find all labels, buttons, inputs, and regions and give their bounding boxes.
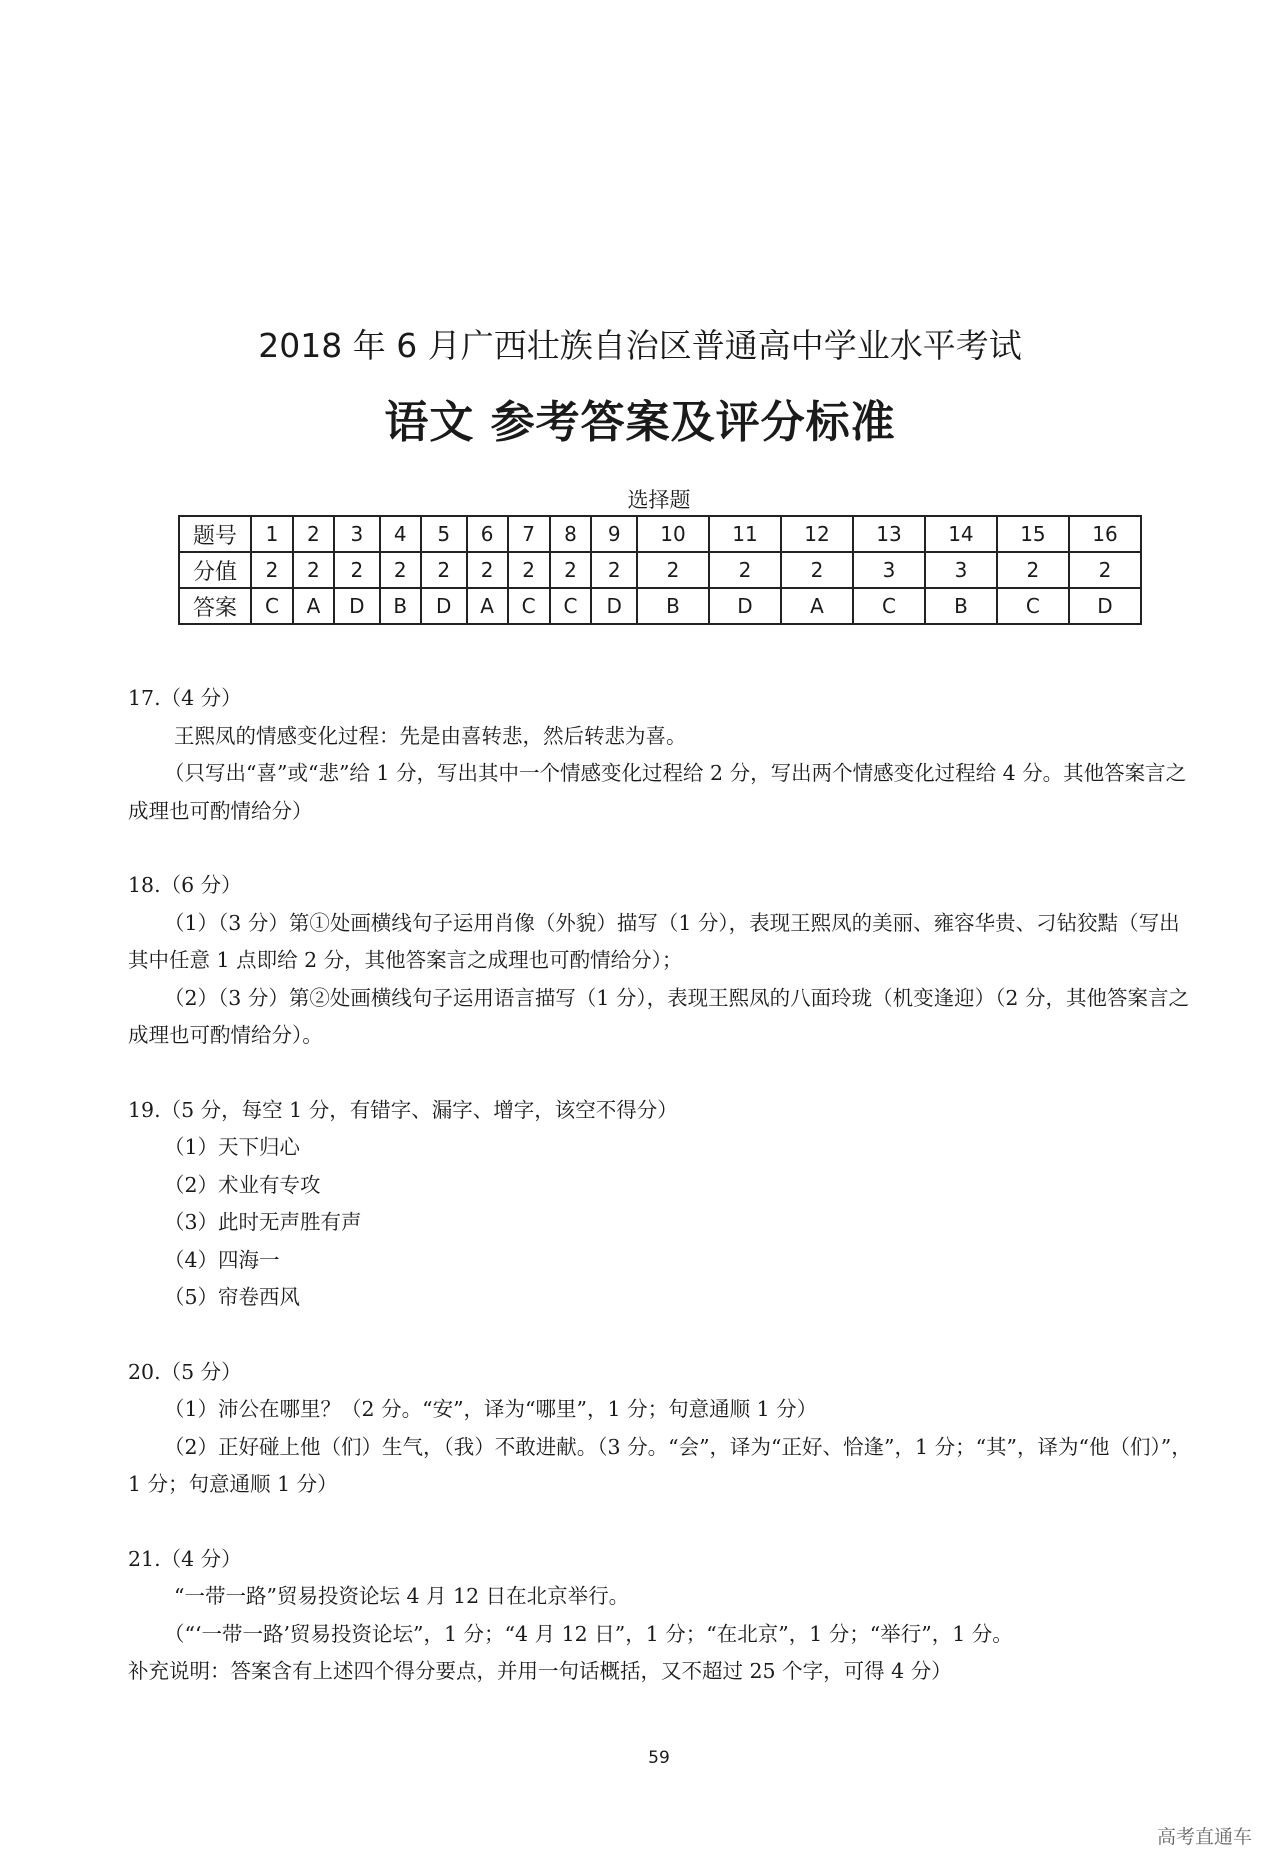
question-number-cell: 16 xyxy=(1069,516,1141,552)
answer-cell: D xyxy=(334,588,380,624)
answer-cell: C xyxy=(251,588,293,624)
question-number-cell: 3 xyxy=(334,516,380,552)
question-number-cell: 13 xyxy=(853,516,925,552)
score-cell: 2 xyxy=(421,552,467,588)
list-item: （2）术业有专攻 xyxy=(164,1172,321,1197)
question-17-head: 17.（4 分） xyxy=(128,686,242,710)
choice-answer-table xyxy=(178,515,1142,625)
question-number-cell: 2 xyxy=(293,516,334,552)
score-cell: 2 xyxy=(1069,552,1141,588)
answer-cell: C xyxy=(508,588,550,624)
score-cell: 2 xyxy=(251,552,293,588)
question-18-part-1: （1）（3 分）第①处画横线句子运用肖像（外貌）描写（1 分），表现王熙凤的美丽、雍容华贵、刁钻狡黠（写出其中任意 1 点即给 2 分，其他答案言之成理也可酌情给分）； xyxy=(128,910,1180,972)
answer-cell: A xyxy=(781,588,853,624)
list-item: （4）四海一 xyxy=(164,1247,280,1272)
score-cell: 2 xyxy=(781,552,853,588)
list-item: （3）此时无声胜有声 xyxy=(164,1210,362,1234)
question-21-answer: “一带一路”贸易投资论坛 4 月 12 日在北京举行。 xyxy=(174,1584,630,1608)
answer-cell: A xyxy=(467,588,508,624)
answer-cell: D xyxy=(591,588,637,624)
answer-content xyxy=(128,680,1198,1691)
question-number-cell: 15 xyxy=(997,516,1069,552)
question-21-head: 21.（4 分） xyxy=(128,1546,242,1571)
score-cell: 2 xyxy=(467,552,508,588)
question-number-cell: 4 xyxy=(380,516,421,552)
document-subtitle: 语文 参考答案及评分标准 xyxy=(384,397,896,448)
question-21 xyxy=(128,1541,1198,1691)
watermark-text: 高考直通车 xyxy=(1156,1826,1252,1848)
question-20-part-2: （2）正好碰上他（们）生气，（我）不敢进献。（3 分。“会”，译为“正好、恰逢”，1 分；“其”，译为“他（们）”，1 分；句意通顺 1 分） xyxy=(128,1434,1192,1496)
answer-cell: B xyxy=(637,588,709,624)
table-row-scores xyxy=(179,552,1141,588)
question-number-cell: 1 xyxy=(251,516,293,552)
answer-cell: D xyxy=(1069,588,1141,624)
page-number: 59 xyxy=(648,1748,670,1768)
answer-cell: B xyxy=(380,588,421,624)
score-cell: 2 xyxy=(334,552,380,588)
score-cell: 3 xyxy=(853,552,925,588)
question-17-answer: 王熙凤的情感变化过程：先是由喜转悲，然后转悲为喜。 xyxy=(174,723,687,748)
table-row-numbers xyxy=(179,516,1141,552)
question-20-part-1: （1）沛公在哪里？（2 分。“安”，译为“哪里”，1 分；句意通顺 1 分） xyxy=(164,1397,818,1421)
score-cell: 2 xyxy=(709,552,781,588)
question-number-cell: 10 xyxy=(637,516,709,552)
score-cell: 2 xyxy=(508,552,550,588)
question-17-scoring: （只写出“喜”或“悲”给 1 分，写出其中一个情感变化过程给 2 分，写出两个情感变化过程给 4 分。其他答案言之成理也可酌情给分） xyxy=(128,761,1187,823)
score-cell: 2 xyxy=(293,552,334,588)
answer-cell: B xyxy=(925,588,997,624)
question-number-cell: 9 xyxy=(591,516,637,552)
score-cell: 2 xyxy=(380,552,421,588)
score-cell: 2 xyxy=(637,552,709,588)
answer-cell: C xyxy=(550,588,592,624)
question-18-head: 18.（6 分） xyxy=(128,873,242,897)
question-21-scoring: （“‘一带一路’贸易投资论坛”，1 分；“4 月 12 日”，1 分；“在北京”，1 分；“举行”，1 分。 xyxy=(164,1621,1013,1646)
score-cell: 2 xyxy=(997,552,1069,588)
question-number-cell: 12 xyxy=(781,516,853,552)
question-number-cell: 7 xyxy=(508,516,550,552)
question-18 xyxy=(128,867,1198,1055)
question-20-head: 20.（5 分） xyxy=(128,1359,242,1384)
table-row-answers xyxy=(179,588,1141,624)
question-number-cell: 6 xyxy=(467,516,508,552)
question-19-head: 19.（5 分，每空 1 分，有错字、漏字、增字，该空不得分） xyxy=(128,1097,678,1122)
list-item: （5）帘卷西风 xyxy=(164,1285,301,1309)
question-17 xyxy=(128,680,1198,830)
table-caption: 选择题 xyxy=(627,488,691,512)
answer-cell: C xyxy=(853,588,925,624)
answer-cell: D xyxy=(421,588,467,624)
question-18-part-2: （2）（3 分）第②处画横线句子运用语言描写（1 分），表现王熙凤的八面玲珑（机变逢迎）（2 分，其他答案言之成理也可酌情给分）。 xyxy=(128,985,1189,1047)
row-label-score: 分值 xyxy=(179,552,251,588)
question-number-cell: 8 xyxy=(550,516,592,552)
question-20 xyxy=(128,1354,1198,1504)
question-19 xyxy=(128,1092,1198,1317)
score-cell: 2 xyxy=(591,552,637,588)
question-21-note: 补充说明：答案含有上述四个得分要点，并用一句话概括，又不超过 25 个字，可得 4 分） xyxy=(128,1659,952,1683)
row-label-answer: 答案 xyxy=(179,588,251,624)
score-cell: 2 xyxy=(550,552,592,588)
answer-cell: D xyxy=(709,588,781,624)
score-cell: 3 xyxy=(925,552,997,588)
answer-cell: C xyxy=(997,588,1069,624)
question-number-cell: 5 xyxy=(421,516,467,552)
answer-cell: A xyxy=(293,588,334,624)
list-item: （1）天下归心 xyxy=(164,1135,301,1159)
exam-title: 2018 年 6 月广西壮族自治区普通高中学业水平考试 xyxy=(258,326,1022,365)
question-number-cell: 11 xyxy=(709,516,781,552)
question-number-cell: 14 xyxy=(925,516,997,552)
row-label-number: 题号 xyxy=(179,516,251,552)
